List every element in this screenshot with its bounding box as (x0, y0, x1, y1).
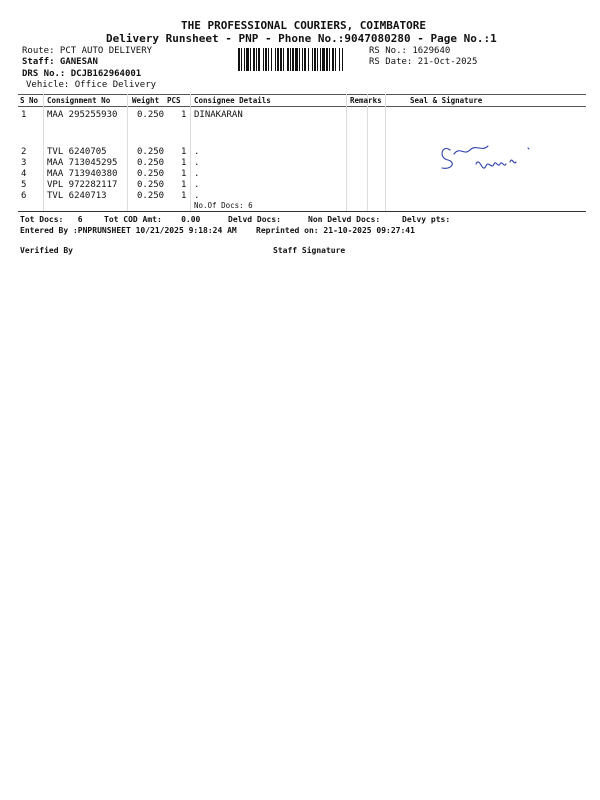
runsheet-subtitle: Delivery Runsheet - PNP - Phone No.:9047080280 - Page No.:1 (106, 32, 497, 45)
non-delivered-docs: Non Delvd Docs: (308, 215, 381, 224)
row-weight: 0.250 (137, 191, 165, 201)
signature-stroke (476, 162, 506, 168)
barcode-bar (342, 48, 343, 71)
barcode-bar (258, 48, 260, 71)
row-pcs: 1 (181, 169, 187, 179)
barcode-bar (295, 48, 298, 71)
table-bottom-rule (18, 211, 586, 212)
col-header-pcs: PCS (167, 96, 181, 105)
row-weight: 0.250 (137, 147, 165, 157)
barcode-bar (268, 48, 269, 71)
signature-stroke (442, 149, 452, 169)
row-sno: 6 (21, 191, 27, 201)
barcode-bar (246, 48, 249, 71)
barcode-bar (277, 48, 279, 71)
barcode-bar (335, 48, 336, 71)
barcode-bar (329, 48, 330, 71)
total-docs: Tot Docs: 6 (20, 215, 83, 224)
rs-date: RS Date: 21-Oct-2025 (369, 57, 478, 67)
row-sno: 1 (21, 110, 27, 120)
row-consignee: . (194, 169, 200, 179)
col-divider (367, 94, 368, 211)
barcode-bar (317, 48, 318, 71)
barcode-bar (263, 48, 264, 71)
handwritten-signature (436, 130, 546, 180)
row-consignee: . (194, 180, 200, 190)
row-weight: 0.250 (137, 180, 165, 190)
row-consignment: TVL 6240713 (47, 191, 107, 201)
verified-by-label: Verified By (20, 246, 73, 255)
no-of-docs: No.Of Docs: 6 (194, 201, 253, 210)
row-consignee: . (194, 158, 200, 168)
col-divider (127, 94, 128, 211)
row-consignment: TVL 6240705 (47, 147, 107, 157)
table-header-rule (18, 106, 586, 107)
row-sno: 2 (21, 147, 27, 157)
vehicle-label: Vehicle: Office Delivery (26, 80, 157, 90)
staff-label: Staff: GANESAN (22, 57, 98, 67)
barcode (238, 48, 364, 71)
row-pcs: 1 (181, 158, 187, 168)
barcode-bar (275, 48, 276, 71)
reprinted-on: Reprinted on: 21-10-2025 09:27:41 (256, 226, 415, 235)
col-header-weight: Weight (132, 96, 160, 105)
col-divider (190, 94, 191, 211)
signature-stroke (454, 146, 488, 154)
entered-by: Entered By :PNPRUNSHEET 10/21/2025 9:18:24 AM (20, 226, 237, 235)
barcode-bar (304, 48, 306, 71)
company-title: THE PROFESSIONAL COURIERS, COIMBATORE (181, 19, 427, 32)
barcode-bar (320, 48, 321, 71)
barcode-bar (244, 48, 245, 71)
col-header-seal-signature: Seal & Signature (410, 96, 483, 105)
barcode-bar (287, 48, 289, 71)
barcode-bar (339, 48, 340, 71)
barcode-bar (250, 48, 251, 71)
row-weight: 0.250 (137, 169, 165, 179)
row-weight: 0.250 (137, 158, 165, 168)
row-sno: 5 (21, 180, 27, 190)
delivered-docs: Delvd Docs: (228, 215, 281, 224)
staff-signature-label: Staff Signature (273, 246, 346, 255)
row-pcs: 1 (181, 180, 187, 190)
row-weight: 0.250 (137, 110, 165, 120)
barcode-bar (302, 48, 303, 71)
row-consignment: VPL 972282117 (47, 180, 118, 190)
barcode-bar (332, 48, 334, 71)
barcode-bar (312, 48, 313, 71)
barcode-bar (290, 48, 291, 71)
row-pcs: 1 (181, 147, 187, 157)
row-pcs: 1 (181, 110, 187, 120)
row-consignee: . (194, 147, 200, 157)
barcode-bar (238, 48, 240, 71)
col-header-sno: S No (20, 96, 39, 105)
row-sno: 3 (21, 158, 27, 168)
barcode-bar (322, 48, 325, 71)
barcode-bar (256, 48, 257, 71)
barcode-bar (283, 48, 284, 71)
barcode-bar (253, 48, 255, 71)
signature-stroke (528, 148, 529, 149)
col-divider (346, 94, 347, 211)
rs-number: RS No.: 1629640 (369, 46, 451, 56)
row-consignment: MAA 295255930 (47, 110, 118, 120)
col-divider (43, 94, 44, 211)
barcode-bar (241, 48, 242, 71)
col-header-consignee: Consignee Details (194, 96, 271, 105)
delivery-points: Delvy pts: (402, 215, 451, 224)
row-consignment: MAA 713940380 (47, 169, 118, 179)
barcode-bar (299, 48, 300, 71)
row-pcs: 1 (181, 191, 187, 201)
col-header-consignment: Consignment No (47, 96, 111, 105)
barcode-bar (271, 48, 272, 71)
drs-number: DRS No.: DCJB162964001 (22, 69, 142, 79)
barcode-bar (326, 48, 328, 71)
row-consignee: . (194, 191, 200, 201)
route-label: Route: PCT AUTO DELIVERY (22, 46, 153, 56)
col-header-remarks: Remarks (350, 96, 382, 105)
total-cod-amount: Tot COD Amt: 0.00 (104, 215, 201, 224)
barcode-bar (292, 48, 294, 71)
signature-stroke (510, 160, 516, 163)
barcode-bar (280, 48, 282, 71)
barcode-bar (308, 48, 309, 71)
row-consignee: DINAKARAN (194, 110, 243, 120)
barcode-bar (265, 48, 267, 71)
table-top-rule (18, 94, 586, 95)
row-sno: 4 (21, 169, 27, 179)
row-consignment: MAA 713045295 (47, 158, 118, 168)
barcode-bar (314, 48, 316, 71)
col-divider (385, 94, 386, 211)
